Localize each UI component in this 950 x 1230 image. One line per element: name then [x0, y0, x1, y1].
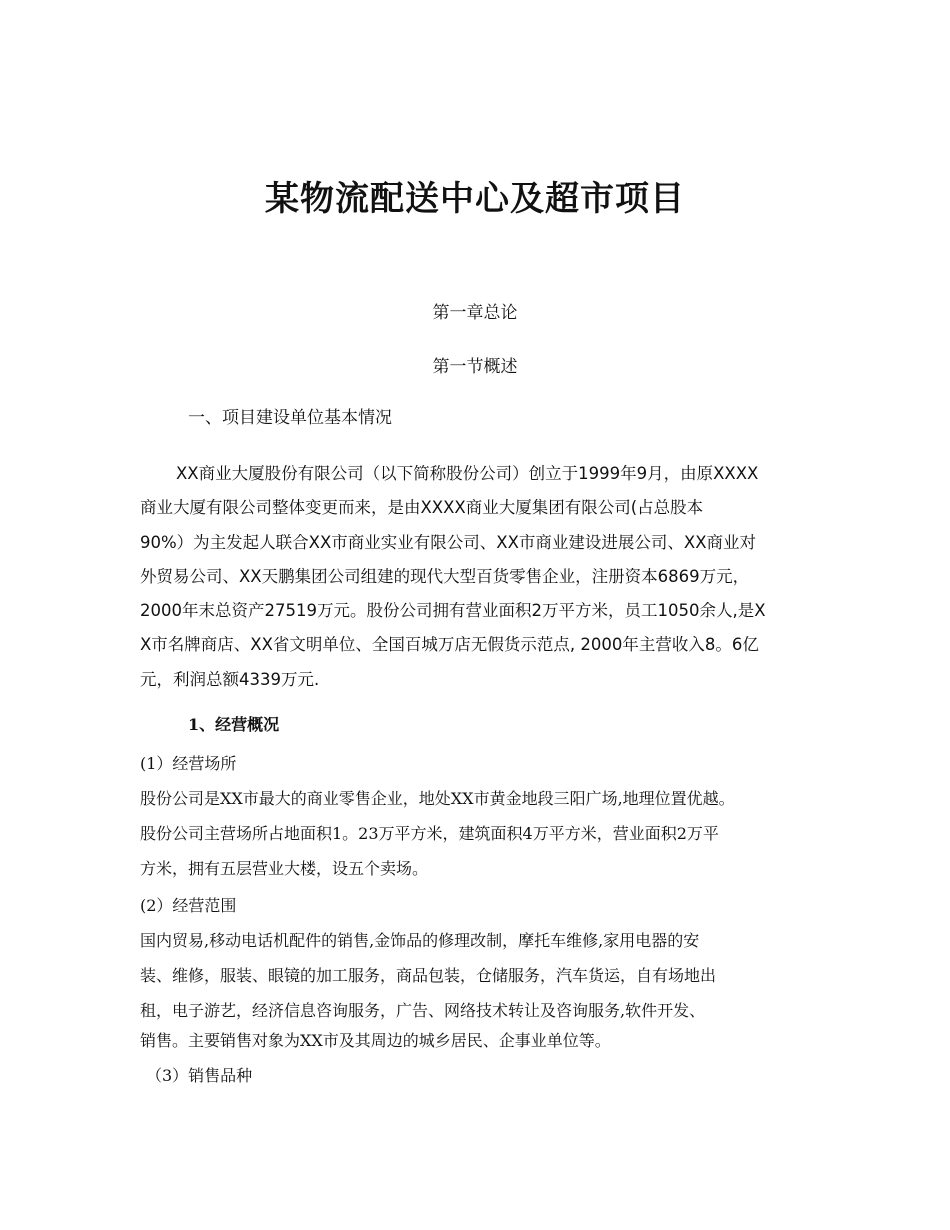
paragraph-line: 元，利润总额4339万元. — [140, 669, 320, 689]
item1-heading: (1）经营场所 — [140, 754, 237, 773]
paragraph-line: 租，电子游艺，经济信息咨询服务，广告、网络技术转让及咨询服务,软件开发、 — [140, 1001, 706, 1020]
paragraph-line: 股份公司是XX市最大的商业零售企业，地处XX市黄金地段三阳广场,地理位置优越。 — [140, 789, 735, 808]
item2-heading: (2）经营范围 — [140, 896, 237, 915]
paragraph-line: 销售。主要销售对象为XX市及其周边的城乡居民、企事业单位等。 — [140, 1031, 611, 1050]
paragraph-line: 方米，拥有五层营业大楼，设五个卖场。 — [140, 859, 429, 878]
paragraph-line: 国内贸易,移动电话机配件的销售,金饰品的修理改制，摩托车维修,家用电器的安 — [140, 931, 700, 950]
paragraph-line: X市名牌商店、XX省文明单位、全国百城万店无假货示范点, 2000年主营收入8。6亿 — [140, 635, 759, 655]
paragraph-line: 商业大厦有限公司整体变更而来，是由XXXX商业大厦集团有限公司(占总股本 — [140, 498, 704, 518]
paragraph-line: 股份公司主营场所占地面积1。23万平方米，建筑面积4万平方米，营业面积2万平 — [140, 824, 719, 843]
paragraph-line: 90%）为主发起人联合XX市商业实业有限公司、XX市商业建设进展公司、XX商业对 — [140, 532, 756, 552]
section-heading: 第一节概述 — [432, 357, 518, 377]
subsection-heading: 一、项目建设单位基本情况 — [188, 408, 392, 428]
item3-heading: （3）销售品种 — [146, 1066, 253, 1085]
paragraph-line: XX商业大厦股份有限公司（以下简称股份公司）创立于1999年9月，由原XXXX — [176, 464, 759, 483]
paragraph-line: 2000年末总资产27519万元。股份公司拥有营业面积2万平方米，员工1050余人,是X — [140, 601, 766, 621]
intro-paragraph — [140, 457, 812, 697]
paragraph-line: 外贸易公司、XX天鹏集团公司组建的现代大型百货零售企业，注册资本6869万元， — [140, 566, 750, 586]
paragraph-line: 装、维修，服装、眼镜的加工服务，商品包装，仓储服务，汽车货运，自有场地出 — [140, 966, 717, 985]
operations-heading: 1、经营概况 — [188, 715, 280, 734]
chapter-heading: 第一章总论 — [432, 303, 518, 323]
document-title: 某物流配送中心及超市项目 — [265, 179, 685, 219]
